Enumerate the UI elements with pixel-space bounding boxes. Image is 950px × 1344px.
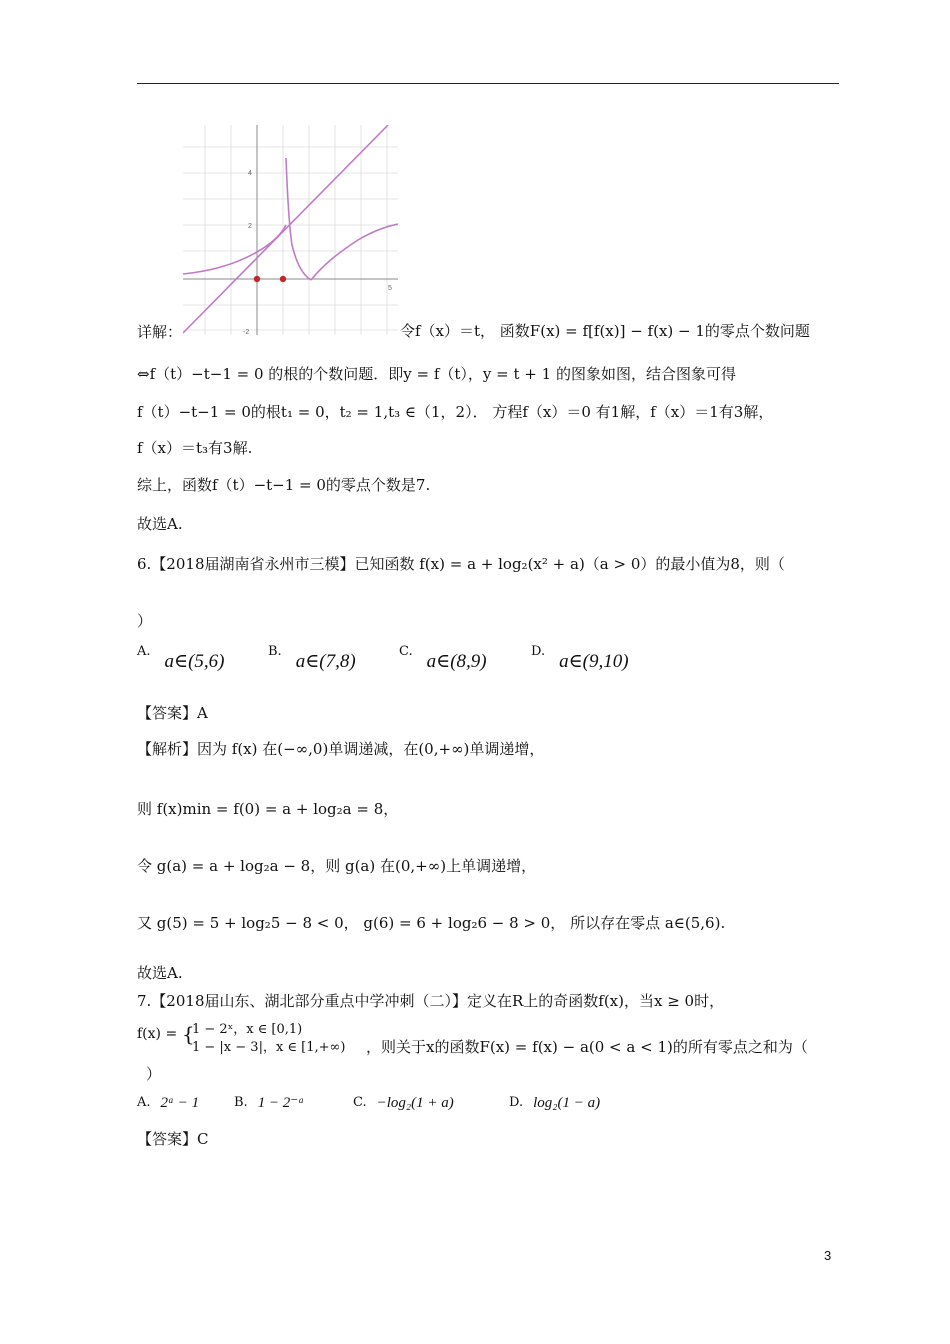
q6-analysis-2: 则 f(x)min = f(0) = a + log₂a = 8， (137, 800, 399, 818)
detail-line-4: f（x）＝t₃有3解. (137, 439, 253, 457)
detail-line-6: 故选A. (137, 515, 183, 533)
y-tick-neg2: -2 (243, 329, 250, 335)
header-rule (137, 83, 839, 84)
q7-stem: 7.【2018届山东、湖北部分重点中学冲刺（二）】定义在R上的奇函数f(x)，当x ≥ 0时， (137, 992, 725, 1010)
q7-brace: { (182, 1022, 195, 1046)
q7-option-b: B. 1 − 2⁻ᵃ (234, 1095, 305, 1111)
q7-option-d: D. log₂(1 − a) (509, 1095, 601, 1111)
root-point-t2 (280, 276, 286, 282)
detail-line-1: 令f（x）＝t， 函数F(x) = f[f(x)] − f(x) − 1的零点个数问题 (400, 322, 810, 340)
q7-piece-2: 1 − |x − 3|，x ∈ [1,+∞) (192, 1040, 346, 1055)
y-tick-4: 4 (248, 170, 252, 177)
q7-answer: 【答案】C (137, 1130, 209, 1148)
q7-option-a: A. 2ᵃ − 1 (137, 1095, 200, 1111)
x-tick-5: 5 (388, 285, 392, 292)
detail-line-3: f（t）−t−1 = 0的根t₁ = 0，t₂ = 1,t₃ ∈（1，2）． 方程f（x）＝0 有1解，f（x）＝1有3解， (137, 403, 774, 421)
q6-analysis-5: 故选A. (137, 964, 183, 982)
q6-option-c: C. a∈(8,9) (399, 644, 487, 672)
q6-answer: 【答案】A (137, 704, 208, 722)
q6-analysis-3: 令 g(a) = a + log₂a − 8，则 g(a) 在(0,+∞)上单调递增， (137, 857, 537, 875)
root-point-t1 (254, 276, 260, 282)
q6-stem: 6.【2018届湖南省永州市三模】已知函数 f(x) = a + log₂(x² + a)（a > 0）的最小值为8，则（ (137, 555, 785, 573)
q7-piece-1: 1 − 2ˣ，x ∈ [0,1) (192, 1022, 303, 1037)
q6-option-a: A. a∈(5,6) (137, 644, 225, 672)
q7-stem-close: ） (146, 1065, 162, 1083)
q6-analysis-1: 【解析】因为 f(x) 在(−∞,0)单调递减，在(0,+∞)单调递增， (137, 740, 545, 758)
page-number: 3 (824, 1248, 832, 1263)
y-tick-2: 2 (248, 223, 252, 230)
detail-line-5: 综上，函数f（t）−t−1 = 0的零点个数是7. (137, 476, 431, 494)
detail-line-2: ⇔f（t）−t−1 = 0 的根的个数问题．即y = f（t），y = t + 1 的图象如图，结合图象可得 (137, 365, 736, 383)
detail-label: 详解： (137, 323, 183, 341)
q6-analysis-4: 又 g(5) = 5 + log₂5 − 8 < 0， g(6) = 6 + log₂6 − 8 > 0， 所以存在零点 a∈(5,6). (137, 914, 726, 932)
q6-option-b: B. a∈(7,8) (268, 644, 356, 672)
q6-option-d: D. a∈(9,10) (531, 644, 629, 672)
q7-fx-label: f(x) = (137, 1026, 178, 1042)
function-graph (183, 125, 398, 335)
q7-stem-tail: ，则关于x的函数F(x) = f(x) − a(0 < a < 1)的所有零点之和为（ (366, 1038, 808, 1056)
q6-stem-close: ） (137, 612, 153, 630)
q7-option-c: C. −log₂(1 + a) (353, 1095, 454, 1111)
